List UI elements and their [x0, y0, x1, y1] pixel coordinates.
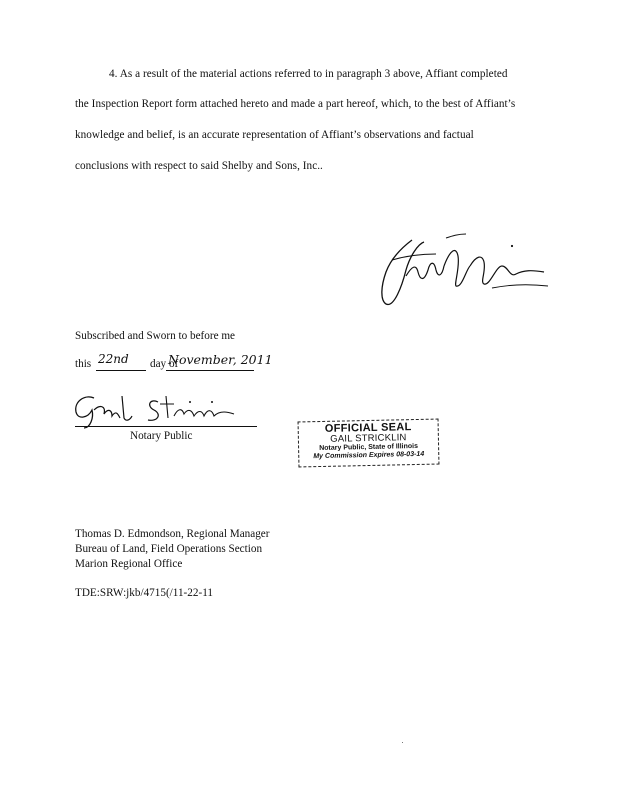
this-label: this [75, 358, 92, 370]
notary-signature [62, 388, 262, 430]
seal-expires-line: My Commission Expires 08-03-14 [313, 450, 425, 461]
day-value: 22nd [98, 352, 129, 366]
day-of-label: day of [150, 358, 179, 370]
day-underline [96, 370, 146, 371]
paragraph-line-3: knowledge and belief, is an accurate representation of Affiant’s observations and factual [75, 129, 474, 141]
month-year-value: November, 2011 [168, 352, 273, 367]
paragraph-line-4: conclusions with respect to said Shelby and Sons, Inc.. [75, 160, 323, 172]
seal-name: GAIL STRICKLIN [330, 432, 407, 445]
notary-public-label: Notary Public [130, 430, 193, 442]
signatory-line-3: Marion Regional Office [75, 558, 183, 570]
reference-code: TDE:SRW:jkb/4715(/11-22-11 [75, 587, 213, 599]
month-underline [166, 370, 254, 371]
paragraph-line-1: 4. As a result of the material actions referred to in paragraph 3 above, Affiant completed [109, 68, 508, 80]
subscribed-sworn-text: Subscribed and Sworn to before me [75, 330, 236, 342]
official-seal-stamp [298, 419, 440, 468]
seal-state-line: Notary Public, State of Illinois [319, 442, 419, 453]
seal-title: OFFICIAL SEAL [324, 421, 412, 435]
paragraph-line-2: the Inspection Report form attached hereto and made a part hereof, which, to the best of Affiant’s [75, 98, 516, 110]
signatory-line-1: Thomas D. Edmondson, Regional Manager [75, 528, 270, 540]
affiant-signature [372, 226, 552, 310]
scan-speck [402, 742, 403, 743]
notary-signature-line [75, 426, 257, 427]
signatory-line-2: Bureau of Land, Field Operations Section [75, 543, 263, 555]
